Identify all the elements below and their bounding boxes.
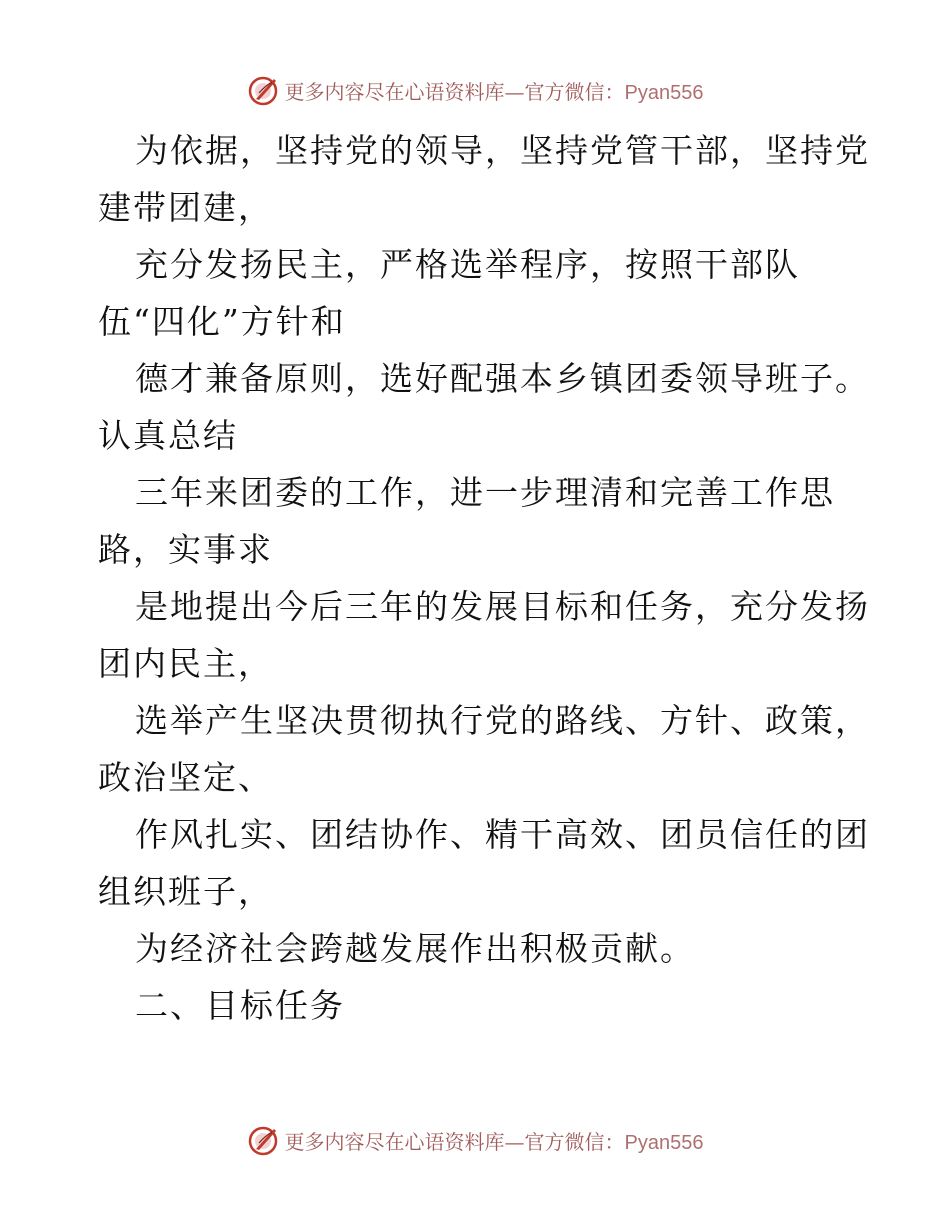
watermark-site-text: 更多内容尽在心语资料库 (284, 1129, 505, 1154)
header-watermark (0, 70, 950, 110)
text-line: 德才兼备原则，选好配强本乡镇团委领导班子。 (135, 359, 870, 398)
watermark-text (285, 76, 704, 105)
quill-pen-logo-icon (247, 73, 281, 107)
watermark-wechat-label: 官方微信： (524, 1129, 625, 1154)
text-line: 作风扎实、团结协作、精干高效、团员信任的团 (135, 815, 870, 854)
watermark-site-text: 更多内容尽在心语资料库 (284, 79, 505, 104)
text-line: 路，实事求 (98, 530, 273, 569)
text-line: 团内民主， (98, 644, 273, 683)
text-line: 充分发扬民主，严格选举程序，按照干部队 (135, 245, 800, 284)
text-line: 三年来团委的工作，进一步理清和完善工作思 (135, 473, 835, 512)
text-line: 为依据，坚持党的领导，坚持党管干部，坚持党 (135, 131, 870, 170)
watermark-text (285, 1126, 704, 1155)
text-line: 二、目标任务 (135, 986, 345, 1025)
text-line: 伍“四化”方针和 (98, 302, 346, 341)
quill-pen-logo-icon (247, 1123, 281, 1157)
text-line: 组织班子， (98, 872, 273, 911)
text-line: 认真总结 (98, 416, 238, 455)
watermark-wechat-account: Pyan556 (624, 81, 704, 104)
text-line: 选举产生坚决贯彻执行党的路线、方针、政策， (135, 701, 870, 740)
watermark-separator: — (504, 1129, 525, 1154)
text-line: 建带团建， (98, 188, 273, 227)
document-body (98, 122, 870, 1034)
footer-watermark (0, 1120, 950, 1160)
watermark-wechat-label: 官方微信： (524, 79, 625, 104)
text-line: 政治坚定、 (98, 758, 273, 797)
watermark-separator: — (504, 79, 525, 104)
text-line: 为经济社会跨越发展作出积极贡献。 (135, 929, 695, 968)
watermark-wechat-account: Pyan556 (624, 1131, 704, 1154)
text-line: 是地提出今后三年的发展目标和任务，充分发扬 (135, 587, 870, 626)
